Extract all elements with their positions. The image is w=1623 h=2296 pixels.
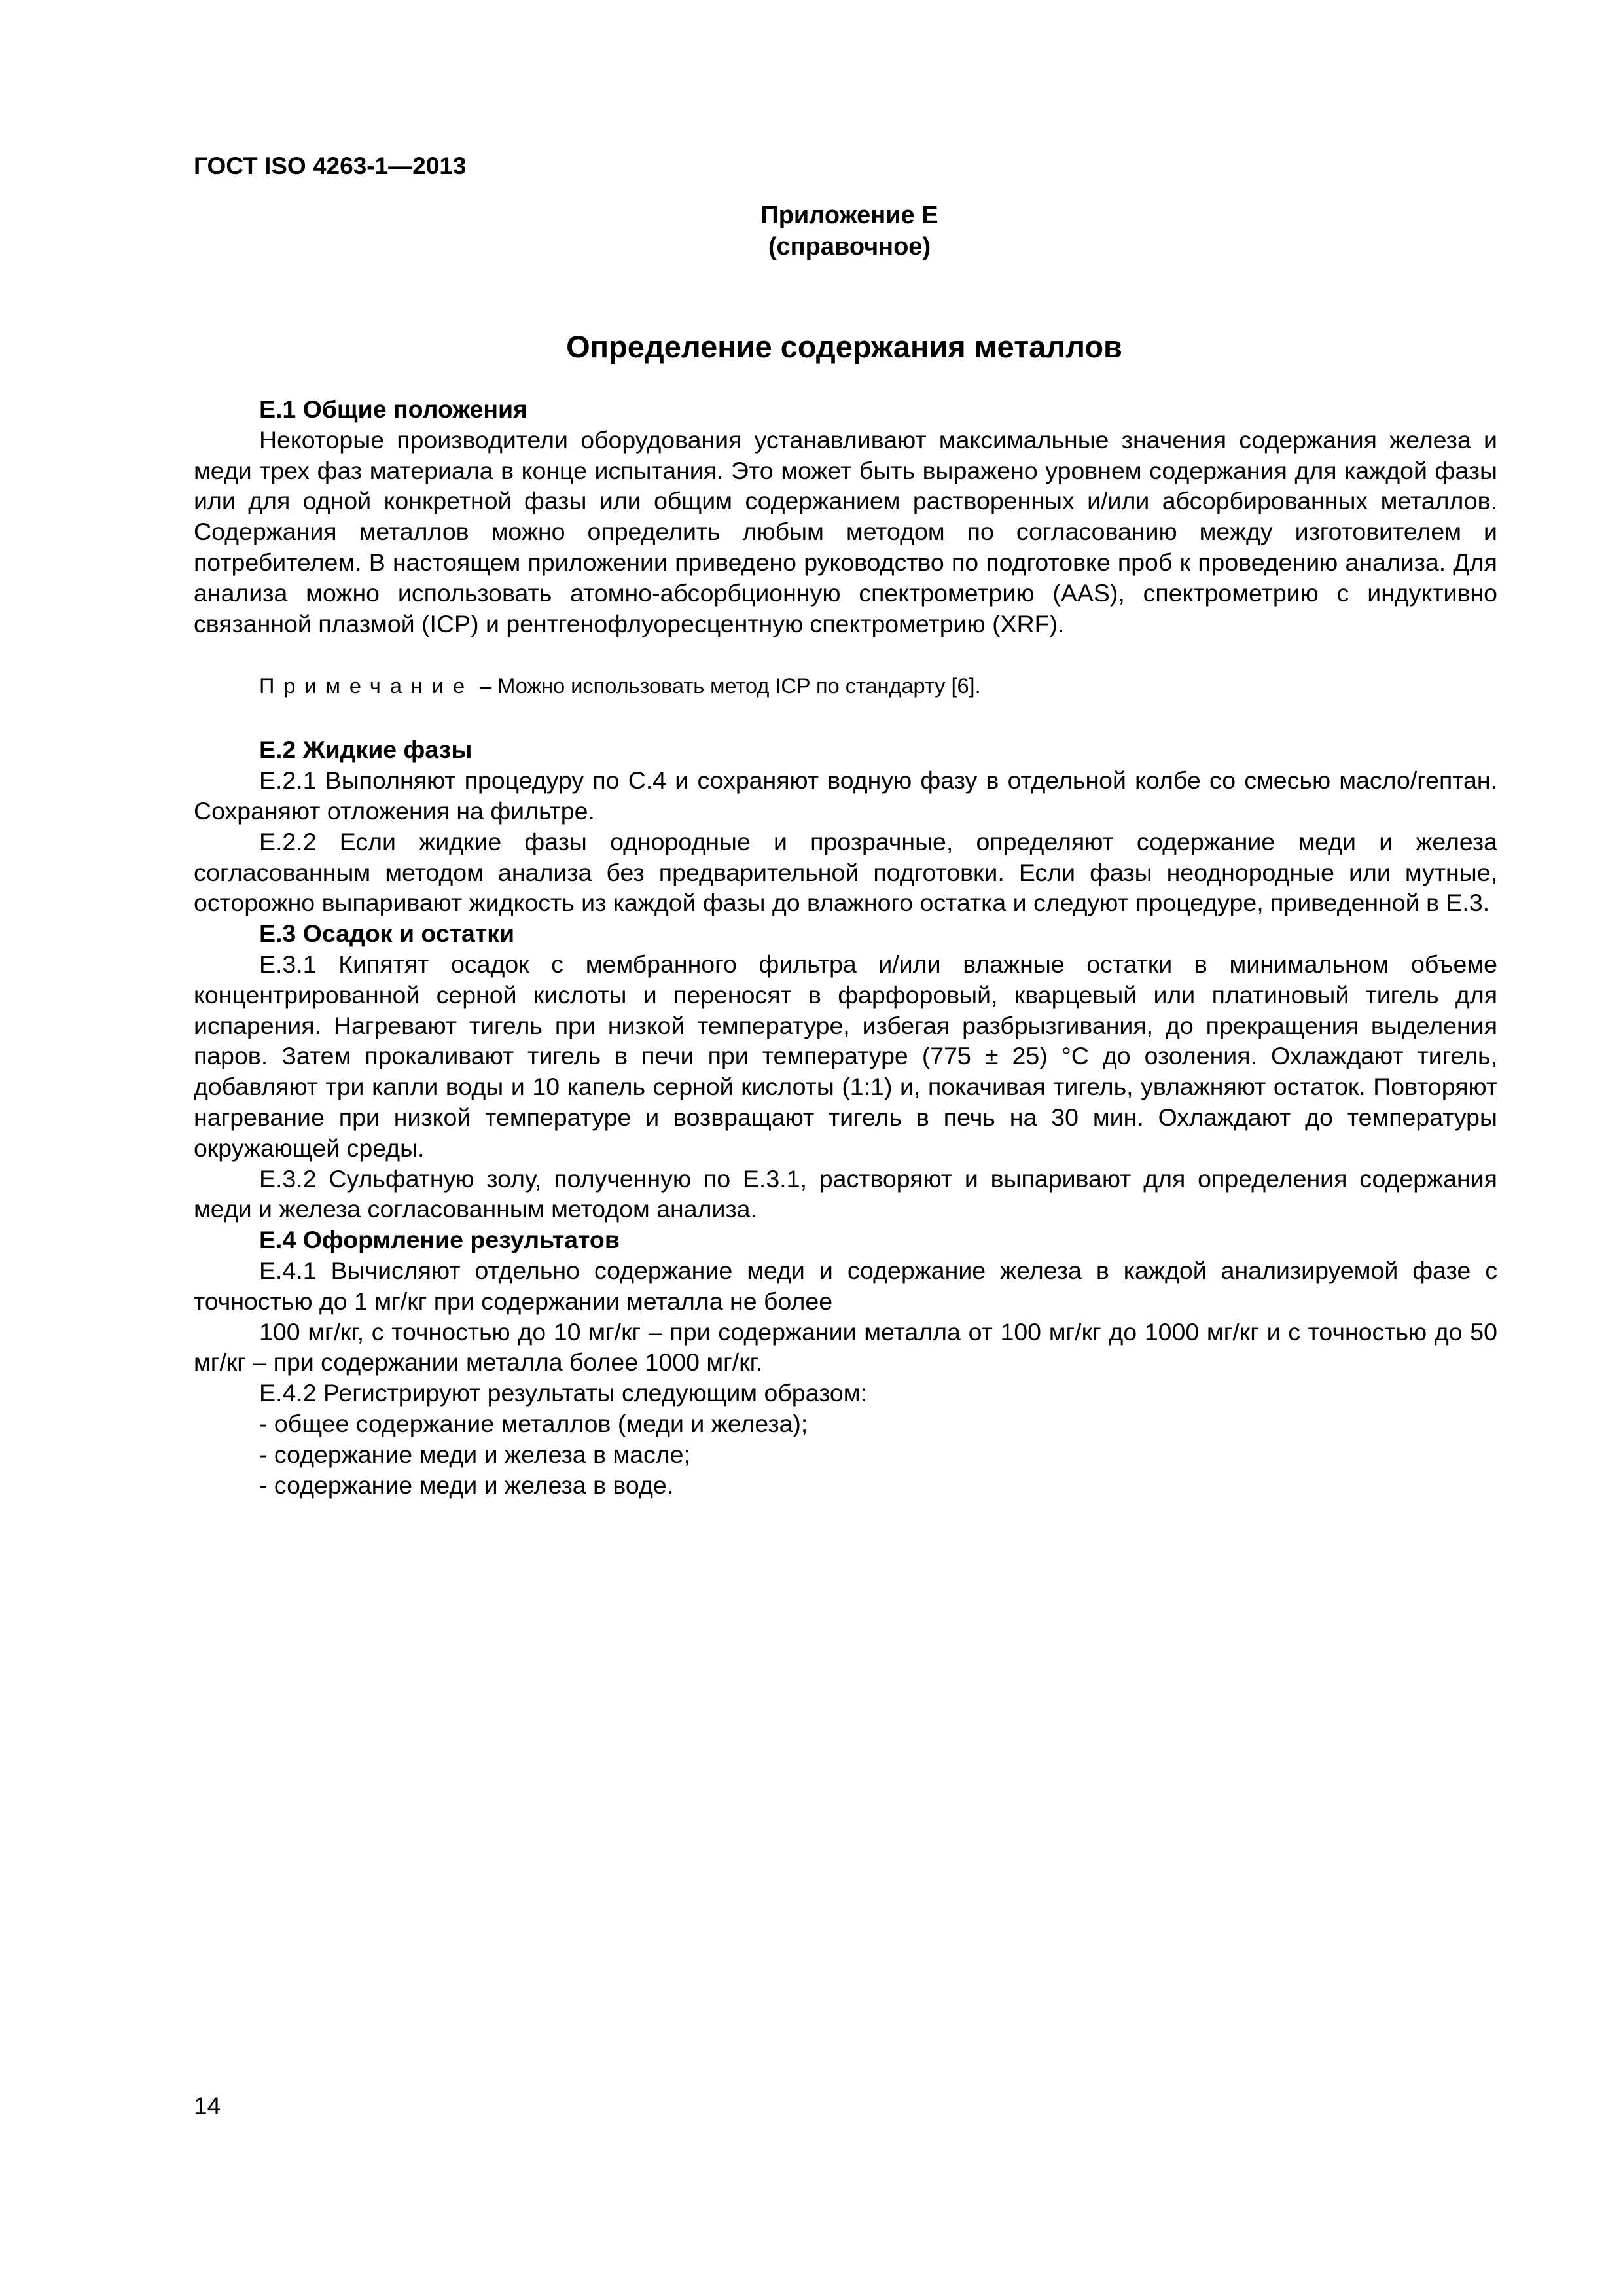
appendix-title: Приложение Е (760, 202, 938, 229)
document-body (194, 394, 1497, 1500)
paragraph-e3-1: Е.3.1 Кипятят осадок с мембранного фильтра и/или влажные остатки в минимальном объеме концентрированной серной кислоты и переносят в фарфоровый, кварцевый или платиновый тигель для испарения. Нагревают тигель при низкой температуре, избегая разбрызгивания, до прекращения выделения паров. Затем прокаливают тигель в печи при температуре (775 ± 25) °С до озоления. Охлаждают тигель, добавляют три капли воды и 10 капель серной кислоты (1:1) и, покачивая тигель, увлажняют остаток. Повторяют нагревание при низкой температуре и возвращают тигель в печь на 30 мин. Охлаждают до температуры окружающей среды. (194, 950, 1497, 1162)
section-heading-e2: Е.2 Жидкие фазы (259, 736, 473, 764)
document-code: ГОСТ ISO 4263-1—2013 (194, 152, 467, 179)
paragraph-e3-2: Е.3.2 Сульфатную золу, полученную по Е.3.1, растворяют и выпаривают для определения содержания меди и железа согласованным методом анализа. (194, 1164, 1497, 1223)
paragraph-e4-1-continued: 100 мг/кг, с точностью до 10 мг/кг – при содержании металла от 100 мг/кг до 1000 мг/кг и с точностью до 50 мг/кг – при содержании металла более 1000 мг/кг. (194, 1318, 1497, 1376)
paragraph-e2-2: Е.2.2 Если жидкие фазы однородные и прозрачные, определяют содержание меди и железа согласованным методом анализа без предварительной подготовки. Если фазы неоднородные или мутные, осторожно выпаривают жидкость из каждой фазы до влажного остатка и следуют процедуре, приведенной в Е.3. (194, 827, 1497, 917)
note-text: – Можно использовать метод ICP по стандарту [6]. (474, 674, 981, 698)
appendix-type: (справочное) (768, 233, 931, 260)
note (194, 673, 1497, 699)
paragraph-e4-2: Е.4.2 Регистрируют результаты следующим образом: (259, 1379, 867, 1407)
paragraph-e1: Некоторые производители оборудования устанавливают максимальные значения содержания железа и меди трех фаз материала в конце испытания. Это может быть выражено уровнем содержания для каждой фазы или для одной конкретной фазы или общим содержанием растворенных и/или абсорбированных металлов. Содержания металлов можно определить любым методом по согласованию между изготовителем и потребителем. В настоящем приложении приведено руководство по подготовке проб к проведению анализа. Для анализа можно использовать атомно-абсорбционную спектрометрию (AAS), спектрометрию с индуктивно связанной плазмой (ICP) и рентгенофлуоресцентную спектрометрию (XRF). (194, 425, 1497, 637)
page-title: Определение содержания металлов (566, 329, 1122, 364)
list-item: - общее содержание металлов (меди и железа); (259, 1409, 808, 1437)
appendix-heading (0, 200, 1623, 262)
list-item: - содержание меди и железа в воде. (259, 1471, 674, 1499)
section-heading-e3: Е.3 Осадок и остатки (259, 920, 515, 948)
page-number: 14 (194, 2092, 221, 2119)
paragraph-e4-1: Е.4.1 Вычисляют отдельно содержание меди и содержание железа в каждой анализируемой фазе с точностью до 1 мг/кг при содержании металла не более (194, 1256, 1497, 1315)
paragraph-e2-1: Е.2.1 Выполняют процедуру по С.4 и сохраняют водную фазу в отдельной колбе со смесью масло/гептан. Сохраняют отложения на фильтре. (194, 766, 1497, 825)
section-heading-e1: Е.1 Общие положения (259, 395, 527, 423)
list-item: - содержание меди и железа в масле; (259, 1440, 690, 1468)
note-label: Примечание (259, 674, 474, 698)
section-heading-e4: Е.4 Оформление результатов (259, 1226, 620, 1254)
